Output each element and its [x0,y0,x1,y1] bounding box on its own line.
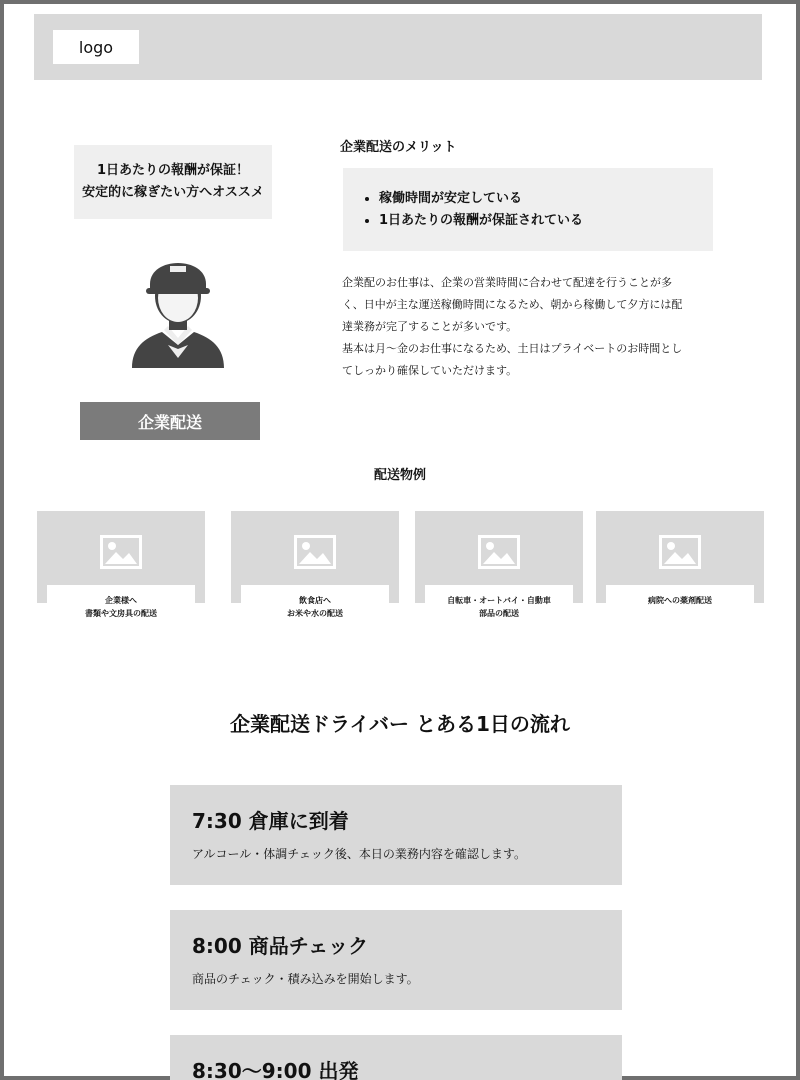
image-placeholder-icon [294,535,336,569]
example-caption-line: 書類や文房具の配送 [85,609,157,618]
flow-step [170,1035,622,1080]
header [34,14,762,80]
example-caption-line: 企業様へ [105,596,137,605]
corporate-delivery-button[interactable]: 企業配送 [80,402,260,440]
example-card [231,511,399,618]
example-card [415,511,583,618]
logo[interactable]: logo [53,30,139,64]
image-placeholder-icon [478,535,520,569]
merit-list [343,188,583,232]
driver-avatar-icon [128,250,228,374]
flow-step [170,910,622,1010]
example-card [596,511,764,603]
description-line: てしっかり確保していただけます。 [342,364,518,377]
example-card [37,511,205,618]
example-caption-line: 病院への薬剤配送 [648,596,712,605]
merit-item: • 1日あたりの報酬が保証されている [379,210,583,232]
examples-title: 配送物例 [373,468,426,483]
description-line: 企業配のお仕事は、企業の営業時間に合わせて配達を行うことが多 [342,276,672,289]
merit-box [343,168,713,251]
description [342,272,694,382]
step-time: 8:00 商品チェック [192,934,369,958]
example-caption [47,585,195,633]
step-time: 8:30～9:00 出発 [192,1059,359,1080]
example-caption [425,585,573,633]
description-line: 基本は月～金のお仕事になるため、土日はプライベートのお時間とし [342,342,683,355]
step-text: アルコール・体調チェック後、本日の業務内容を確認します。 [192,847,526,861]
image-placeholder-icon [100,535,142,569]
catch-line-1: 1日あたりの報酬が保証！ [96,163,250,178]
step-text: 商品のチェック・積み込みを開始します。 [192,972,419,986]
example-caption-line: 自転車・オートバイ・自動車 [447,596,551,605]
example-caption [606,585,754,633]
description-line: く、日中が主な運送稼働時間になるため、朝から稼働して夕方には配 [342,298,683,311]
catch-copy-box [74,145,272,219]
example-caption [241,585,389,633]
image-placeholder-icon [659,535,701,569]
catch-line-2: 安定的に稼ぎたい方へオススメ [82,185,264,200]
example-caption-line: お米や水の配送 [287,609,343,618]
description-line: 達業務が完了することが多いです。 [342,320,518,333]
flow-title: 企業配送ドライバー とある1日の流れ [230,712,570,736]
flow-step [170,785,622,885]
merit-title: 企業配送のメリット [340,140,457,155]
step-time: 7:30 倉庫に到着 [192,809,349,833]
example-caption-line: 飲食店へ [299,596,331,605]
merit-item: • 稼働時間が安定している [379,188,583,210]
example-caption-line: 部品の配送 [479,609,519,618]
